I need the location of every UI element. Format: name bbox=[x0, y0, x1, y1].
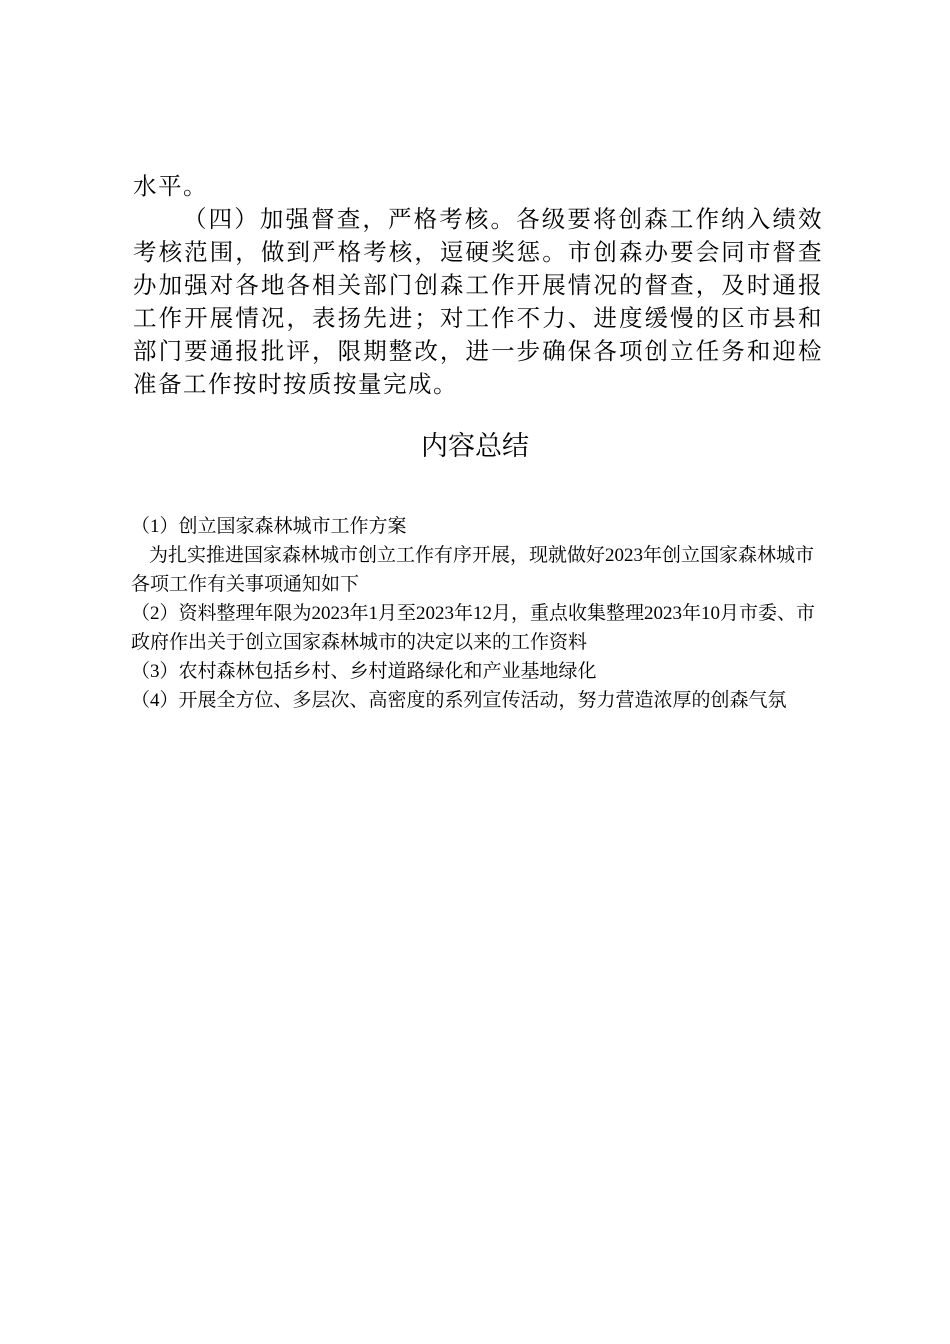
paragraph-continuation: 水平。 bbox=[133, 172, 208, 200]
paragraph-supervision: （四）加强督查，严格考核。各级要将创森工作纳入绩效考核范围，做到严格考核，逗硬奖惩。市创森办要会同市督查办加强对各地各相关部门创森工作开展情况的督查，及时通报工作开展情况，表扬先进；对工作不力、进度缓慢的区市县和部门要通报批评，限期整改，进一步确保各项创立任务和迎检准备工作按时按质按量完成。 bbox=[133, 205, 823, 398]
summary-item: 为扎实推进国家森林城市创立工作有序开展，现就做好2023年创立国家森林城市各项工作有关事项通知如下 bbox=[131, 545, 815, 595]
summary-item: （1）创立国家森林城市工作方案 bbox=[131, 516, 407, 537]
summary-item: （3）农村森林包括乡村、乡村道路绿化和产业基地绿化 bbox=[131, 661, 597, 682]
summary-list bbox=[131, 512, 826, 715]
body-text bbox=[133, 170, 823, 401]
summary-item: （4）开展全方位、多层次、高密度的系列宣传活动，努力营造浓厚的创森气氛 bbox=[131, 690, 787, 711]
summary-item: （2）资料整理年限为2023年1月至2023年12月，重点收集整理2023年10月市委、市政府作出关于创立国家森林城市的决定以来的工作资料 bbox=[131, 603, 816, 653]
summary-title: 内容总结 bbox=[421, 431, 529, 462]
